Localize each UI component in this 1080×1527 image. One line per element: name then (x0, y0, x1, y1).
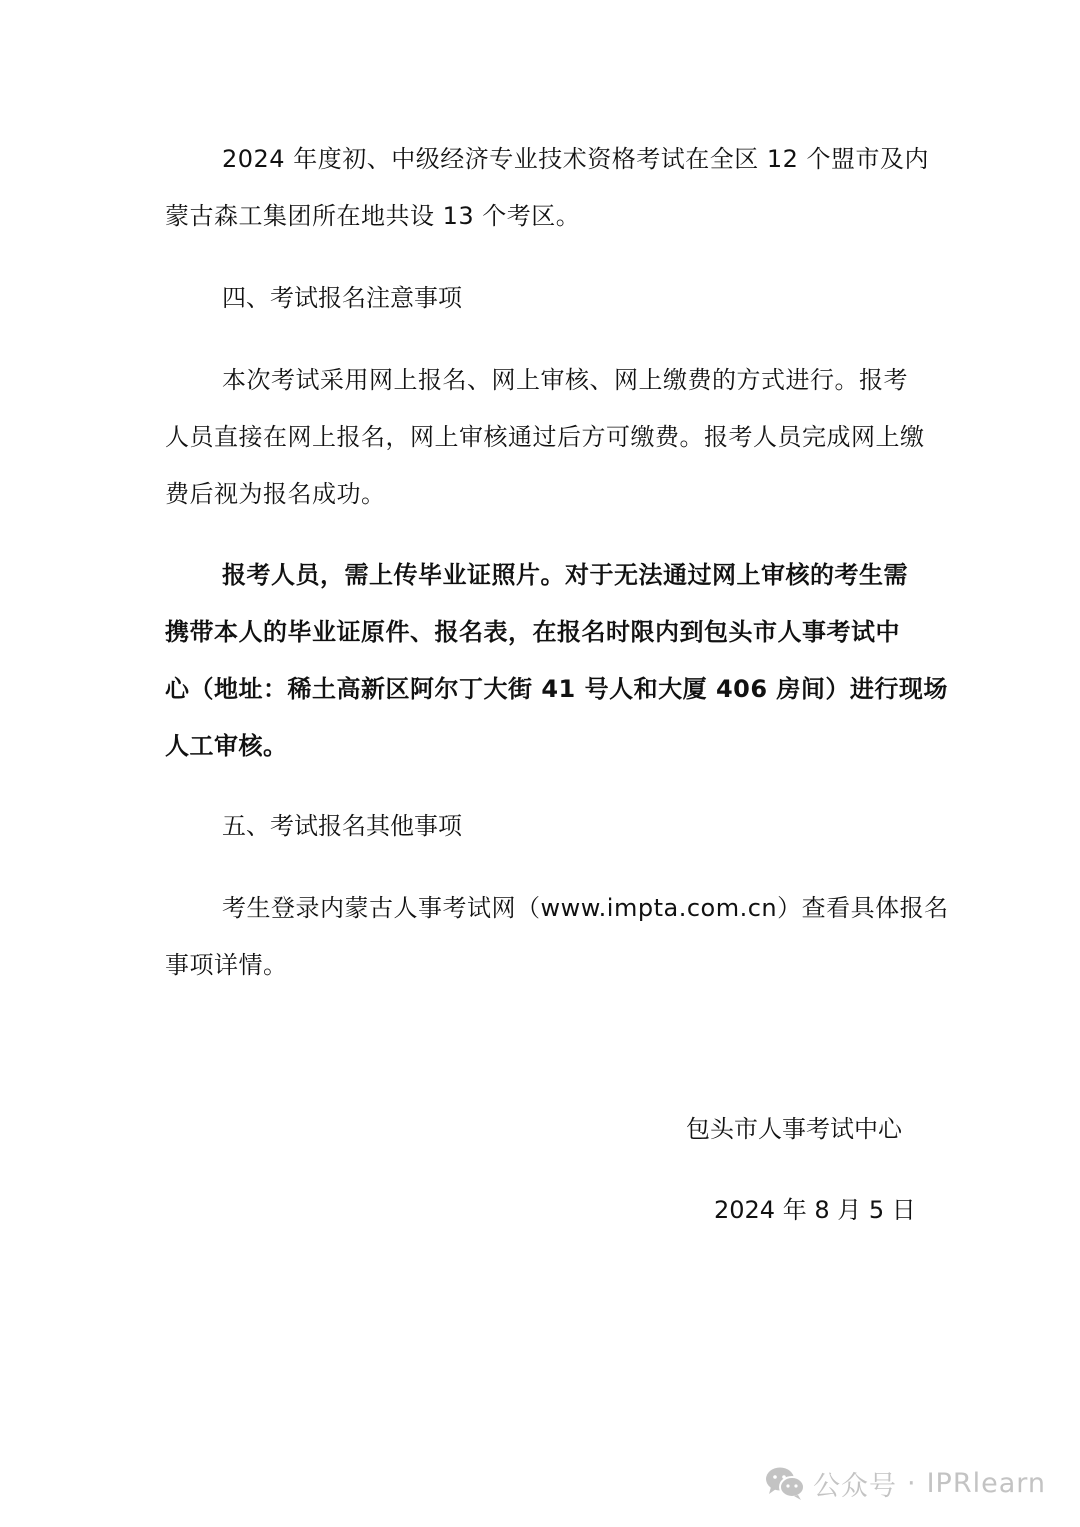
paragraph-exam-areas (165, 131, 930, 245)
paragraph-website-info (165, 880, 949, 994)
section-heading-other-matters: 五、考试报名其他事项 (222, 812, 462, 840)
paragraph-online-registration (165, 352, 925, 523)
wechat-icon (765, 1466, 805, 1500)
paragraph-manual-review (165, 547, 948, 775)
text-line: 人员直接在网上报名，网上审核通过后方可缴费。报考人员完成网上缴 (165, 423, 925, 451)
text-line: 事项详情。 (165, 951, 288, 979)
watermark (765, 1463, 1046, 1503)
text-line: 心（地址：稀土高新区阿尔丁大街 41 号人和大厦 406 房间）进行现场 (165, 675, 948, 703)
signature-organization: 包头市人事考试中心 (686, 1115, 902, 1143)
text-line: 2024 年度初、中级经济专业技术资格考试在全区 12 个盟市及内 (222, 145, 930, 173)
text-line: 携带本人的毕业证原件、报名表，在报名时限内到包头市人事考试中 (165, 618, 900, 646)
text-line: 人工审核。 (165, 732, 288, 760)
watermark-separator: · (907, 1467, 917, 1499)
text-line: 本次考试采用网上报名、网上审核、网上缴费的方式进行。报考 (222, 366, 908, 394)
signature-date: 2024 年 8 月 5 日 (714, 1196, 916, 1224)
text-line: 蒙古森工集团所在地共设 13 个考区。 (165, 202, 581, 230)
text-line: 考生登录内蒙古人事考试网（www.impta.com.cn）查看具体报名 (222, 894, 949, 922)
watermark-platform: 公众号 (813, 1470, 897, 1502)
section-heading-registration-notes: 四、考试报名注意事项 (222, 284, 462, 312)
text-line: 费后视为报名成功。 (165, 480, 386, 508)
text-line: 报考人员，需上传毕业证照片。对于无法通过网上审核的考生需 (222, 561, 908, 589)
watermark-account: IPRlearn (926, 1467, 1046, 1499)
